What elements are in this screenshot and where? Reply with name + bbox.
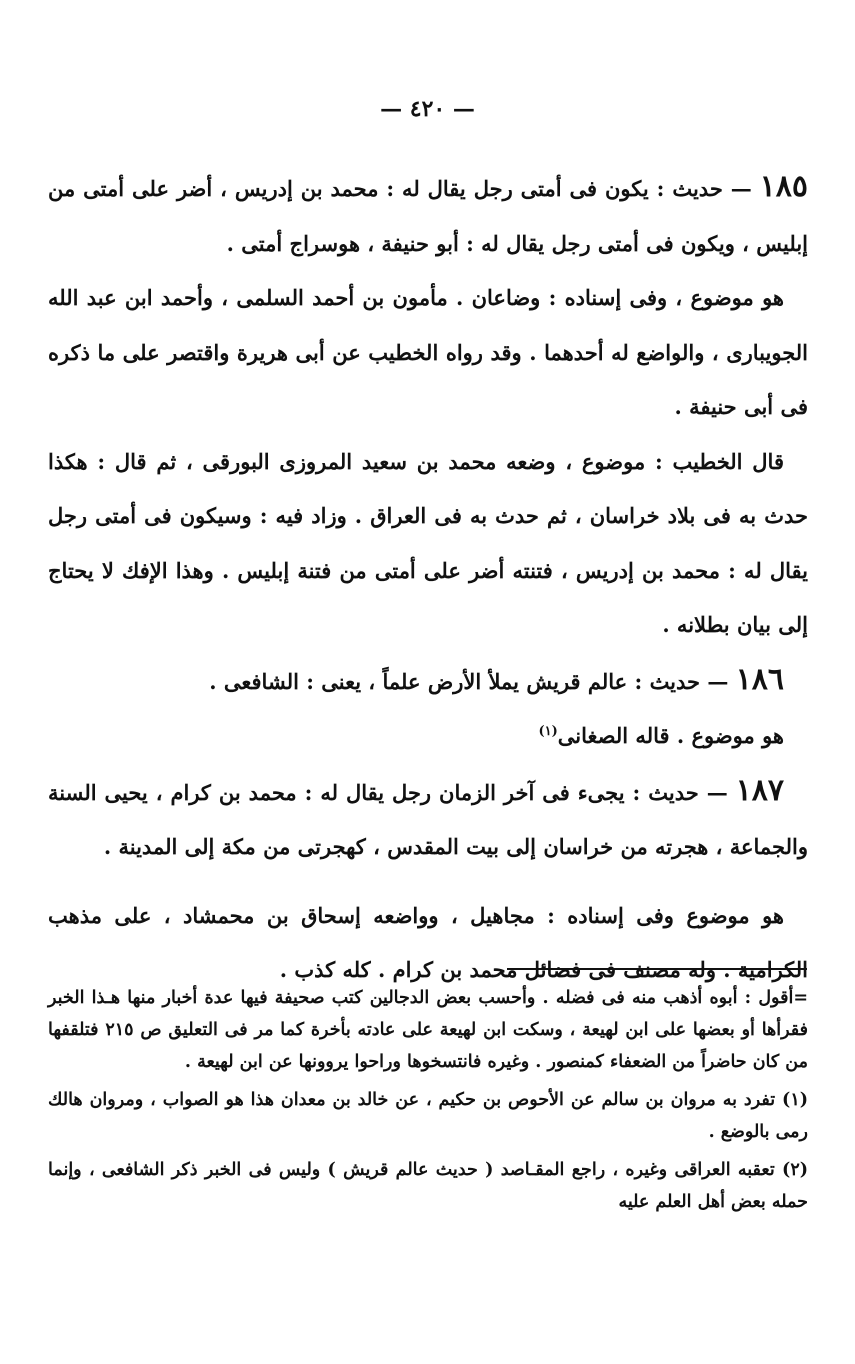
hadith-185 [48,160,808,271]
hadith-text: يكون فى أمتى رجل يقال له : محمد بن إدريس ، أضر على أمتى من إبليس ، ويكون فى أمتى رجل يقال له : أبو حنيفة ، هوسراج أمتى . [48,176,808,256]
footnote-separator [507,968,807,970]
hadith-187-comment: هو موضوع وفى إسناده : مجاهيل ، وواضعه إسحاق بن محمشاد ، على مذهب الكرامية . وله مصنف فى فضائل محمد بن كرام . كله كذب . [48,902,808,982]
hadith-text: عالم قريش يملأ الأرض علماً ، يعنى : الشافعى . [209,668,628,694]
hadith-185-khatib: قال الخطيب : موضوع ، وضعه محمد بن سعيد المروزى البورقى ، ثم قال : هكذا حدث به فى بلاد خراسان ، ثم حدث به فى العراق . وزاد فيه : وسيكون فى أمتى رجل يقال له : محمد بن إدريس ، فتنته أضر على أمتى من فتنة إبليس . وهذا الإفك لا يحتاج إلى بيان بطلانه . [48,448,808,637]
hadith-prefix: — حديث : [656,176,752,201]
hadith-number: ١٨٥ [759,169,809,204]
footnote-2: (٢) تعقبه العراقى وغيره ، راجع المقـاصد ( حديث عالم قريش ) وليس فى الخبر ذكر الشافعى ، وإنما حمله بعض أهل العلم عليه [48,1160,808,1212]
footnote-continuation: =أقول : أبوه أذهب منه فى فضله . وأحسب بعض الدجالين كتب صحيفة فيها عدة أخبار منها هـذا الخبر فقرأها أو بعضها على ابن لهيعة ، وسكت ابن لهيعة على عادته بأخرة كما مر فى التعليق ص ٢١٥ فتلقفها من كان حاضراً من الضعفاء كمنصور . وغيره فانتسخوها وراحوا يروونها عن ابن لهيعة . [48,988,809,1072]
footnote-1: (١) تفرد به مروان بن سالم عن الأحوص بن حكيم ، عن خالد بن معدان هذا هو الصواب ، ومروان هالك رمى بالوضع . [48,1090,808,1142]
hadith-number: ١٨٦ [735,661,784,697]
footnote-marker: (١) [538,724,558,739]
hadith-text: يجىء فى آخر الزمان رجل يقال له : محمد بن كرام ، يحيى السنة والجماعة ، هجرته من خراسان إلى بيت المقدس ، كهجرتى من مكة إلى المدينة . [48,779,808,859]
hadith-prefix: — حديث : [634,668,729,694]
hadith-185-comment: هو موضوع ، وفى إسناده : وضاعان . مأمون بن أحمد السلمى ، وأحمد ابن عبد الله الجويبارى ، والواضع له أحدهما . وقد رواه الخطيب عن أبى هريرة واقتصر على ما ذكره فى أبى حنيفة . [48,285,808,419]
footnotes [48,982,808,1224]
comment-text: هو موضوع . قاله الصغانى [557,723,784,748]
hadith-186-comment [48,709,808,764]
page-number: — ٤٢٠ — [380,96,475,122]
main-text [48,160,808,998]
hadith-number: ١٨٧ [735,772,785,808]
hadith-186 [48,653,808,710]
hadith-prefix: — حديث : [632,779,728,805]
hadith-187 [48,764,808,875]
